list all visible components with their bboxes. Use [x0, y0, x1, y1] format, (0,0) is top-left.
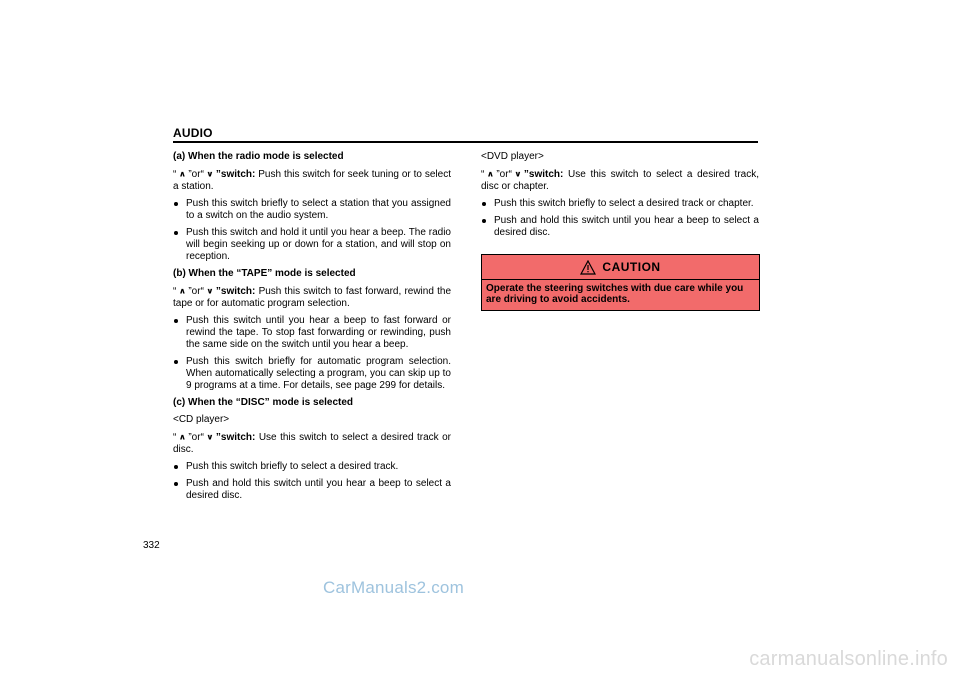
down-arrow-icon: ∨ [514, 169, 522, 179]
bullet-icon [482, 202, 486, 206]
caution-box [481, 254, 760, 311]
list-item [173, 198, 451, 222]
radio-mode-heading: (a) When the radio mode is selected [173, 151, 344, 162]
or-text: ”or“ [188, 286, 204, 297]
switch-label: ”switch: [215, 432, 256, 443]
cd-switch-paragraph: “ ∧ ”or“ ∨ ”switch: Use this switch to select a desired track or disc. [173, 432, 451, 455]
caution-text: Operate the steering switches with due care while you are driving to avoid accidents. [486, 283, 744, 305]
switch-description: Use this switch to select a desired track, disc or chapter. [481, 169, 759, 192]
list-item-text: Push this switch until you hear a beep to fast forward or rewind the tape. To stop fast forwarding or rewinding, push the same side on the switch until you hear a beep. [186, 315, 451, 350]
list-item [173, 227, 451, 263]
list-item-text: Push this switch briefly to select a station that you assigned to a switch on the audio system. [186, 198, 451, 221]
list-item [481, 215, 759, 239]
switch-description: Use this switch to select a desired track or disc. [173, 432, 451, 455]
warning-triangle-icon [580, 260, 596, 275]
tape-mode-heading: (b) When the “TAPE” mode is selected [173, 268, 356, 279]
list-item [173, 478, 451, 502]
cd-player-subheading: <CD player> [173, 414, 230, 425]
bullet-icon [174, 482, 178, 486]
bullet-icon [174, 465, 178, 469]
list-item-text: Push this switch briefly to select a desired track or chapter. [494, 198, 754, 209]
list-item [173, 461, 451, 473]
or-text: ”or“ [496, 169, 512, 180]
disc-mode-heading: (c) When the “DISC” mode is selected [173, 397, 354, 408]
left-column [173, 151, 451, 507]
radio-switch-paragraph: “ ∧ ”or“ ∨ ”switch: Push this switch for seek tuning or to select a station. [173, 169, 451, 192]
or-text: ”or“ [188, 432, 204, 443]
tape-switch-paragraph: “ ∧ ”or“ ∨ ”switch: Push this switch to fast forward, rewind the tape or for automatic program selection. [173, 286, 452, 309]
bullet-icon [174, 360, 178, 364]
section-divider [173, 141, 758, 143]
list-item-text: Push this switch and hold it until you hear a beep. The radio will begin seeking up or down for a station, and will stop on reception. [186, 227, 451, 262]
list-item [173, 315, 451, 351]
up-arrow-icon: ∧ [486, 169, 494, 179]
up-arrow-icon: ∧ [178, 169, 186, 179]
bullet-icon [482, 219, 486, 223]
list-item-text: Push and hold this switch until you hear a beep to select a desired disc. [494, 215, 759, 238]
list-item-text: Push and hold this switch until you hear a beep to select a desired disc. [186, 478, 451, 501]
switch-description: Push this switch to fast forward, rewind the tape or for automatic program selection. [173, 286, 452, 309]
bullet-icon [174, 231, 178, 235]
down-arrow-icon: ∨ [206, 169, 214, 179]
down-arrow-icon: ∨ [206, 432, 214, 442]
up-arrow-icon: ∧ [178, 432, 186, 442]
page-number: 332 [143, 540, 160, 551]
dvd-switch-paragraph: “ ∧ ”or“ ∨ ”switch: Use this switch to select a desired track, disc or chapter. [481, 169, 759, 192]
switch-description: Push this switch for seek tuning or to select a station. [173, 169, 451, 192]
switch-label: ”switch: [215, 169, 256, 180]
caution-header [482, 255, 759, 280]
up-arrow-icon: ∧ [178, 286, 186, 296]
list-item [173, 356, 451, 392]
list-item-text: Push this switch briefly for automatic program selection. When automatically selecting a program, you can skip up to 9 programs at a time. For details, see page 299 for details. [186, 356, 451, 391]
right-column [481, 151, 759, 244]
dvd-player-subheading: <DVD player> [481, 151, 544, 162]
bullet-icon [174, 202, 178, 206]
watermark: CarManuals2.com [323, 578, 464, 597]
list-item-text: Push this switch briefly to select a desired track. [186, 461, 399, 472]
switch-label: ”switch: [523, 169, 564, 180]
bullet-icon [174, 319, 178, 323]
footer-brand: carmanualsonline.info [749, 648, 948, 670]
caution-title: CAUTION [602, 260, 661, 274]
section-title: AUDIO [173, 126, 213, 140]
down-arrow-icon: ∨ [206, 286, 214, 296]
list-item [481, 198, 759, 210]
or-text: ”or“ [188, 169, 204, 180]
switch-label: ”switch: [215, 286, 256, 297]
